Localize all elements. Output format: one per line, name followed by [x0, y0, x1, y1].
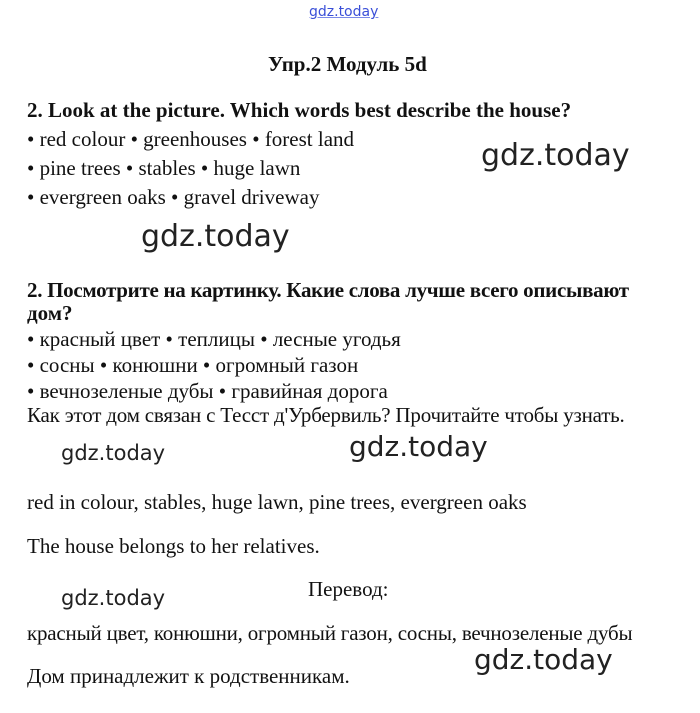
watermark: gdz.today — [349, 430, 488, 463]
watermark: gdz.today — [474, 643, 613, 676]
watermark: gdz.today — [481, 138, 630, 173]
russian-option-line: • вечнозеленые дубы • гравийная дорога — [27, 379, 388, 403]
answer-line: The house belongs to her relatives. — [27, 534, 320, 558]
russian-option-line: • сосны • конюшни • огромный газон — [27, 353, 359, 377]
russian-question: 2. Посмотрите на картинку. Какие слова лучше всего описывают — [27, 278, 629, 302]
translation-line: Дом принадлежит к родственникам. — [27, 664, 350, 688]
watermark: gdz.today — [61, 586, 166, 610]
english-option-line: • pine trees • stables • huge lawn — [27, 156, 301, 180]
english-option-line: • evergreen oaks • gravel driveway — [27, 185, 320, 209]
russian-question-continued: дом? — [27, 301, 73, 325]
page-title: Упр.2 Модуль 5d — [268, 52, 427, 76]
answer-line: red in colour, stables, huge lawn, pine trees, evergreen oaks — [27, 490, 527, 514]
watermark: gdz.today — [141, 219, 290, 254]
translation-label: Перевод: — [308, 577, 389, 601]
english-question: 2. Look at the picture. Which words best describe the house? — [27, 98, 572, 122]
watermark-top-link[interactable]: gdz.today — [309, 4, 379, 20]
russian-followup: Как этот дом связан с Тесст д'Урбервиль? Прочитайте чтобы узнать. — [27, 403, 625, 427]
watermark: gdz.today — [61, 441, 166, 465]
russian-option-line: • красный цвет • теплицы • лесные угодья — [27, 327, 401, 351]
translation-line: красный цвет, конюшни, огромный газон, сосны, вечнозеленые дубы — [27, 621, 633, 645]
english-option-line: • red colour • greenhouses • forest land — [27, 127, 355, 151]
